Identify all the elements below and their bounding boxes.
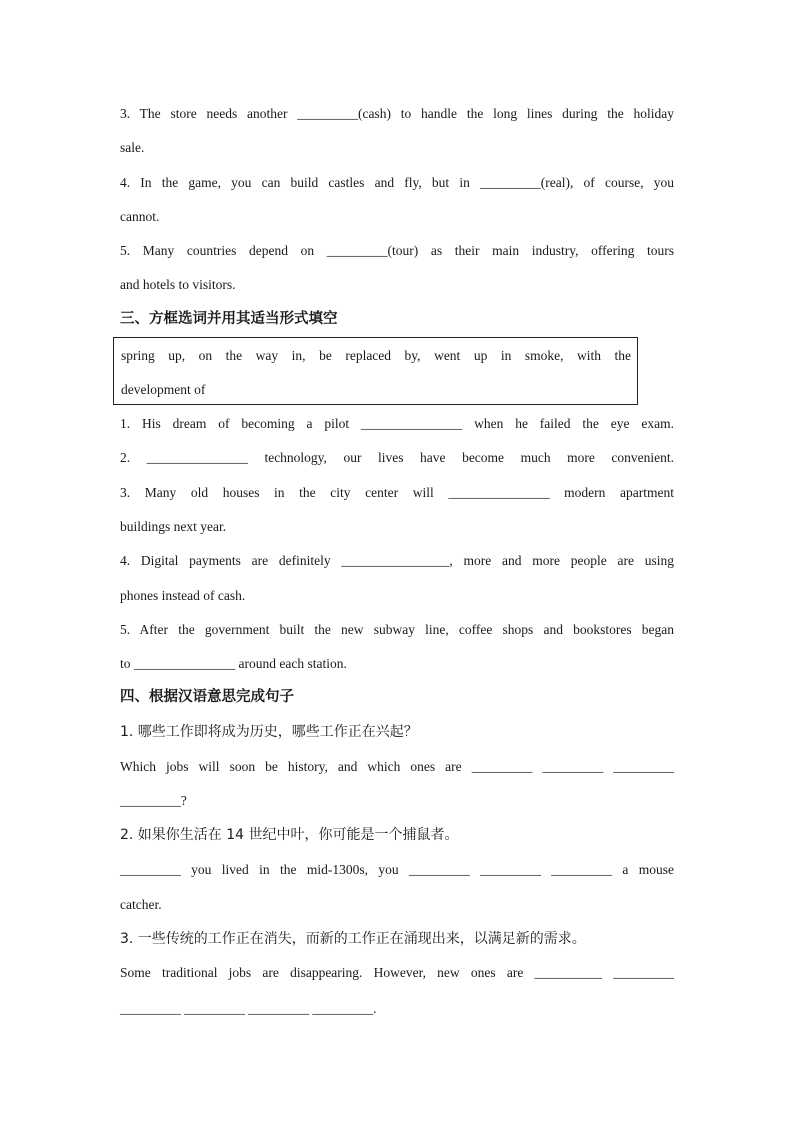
question-2-4-line-2: cannot. — [120, 209, 160, 224]
question-2-4-line-1: 4. In the game, you can build castles and fly, but in _________(real), of course, you — [120, 175, 674, 190]
question-4-1-line-1: Which jobs will soon be history, and which ones are _________ _________ _________ — [120, 759, 674, 774]
question-4-2-chinese: 2. 如果你生活在 14 世纪中叶，你可能是一个捕鼠者。 — [120, 827, 459, 843]
question-3-3-line-2: buildings next year. — [120, 519, 227, 534]
question-4-3-line-1: Some traditional jobs are disappearing. However, new ones are __________ _________ — [120, 965, 674, 980]
word-box — [113, 337, 638, 405]
section-3-title: 三、方框选词并用其适当形式填空 — [120, 311, 338, 327]
question-3-2: 2. _______________ technology, our lives have become much more convenient. — [120, 450, 674, 465]
question-3-3-line-1: 3. Many old houses in the city center will _______________ modern apartment — [120, 485, 674, 500]
section-4-title: 四、根据汉语意思完成句子 — [120, 689, 294, 705]
question-4-2-line-1: _________ you lived in the mid-1300s, you _________ _________ _________ a mouse — [120, 862, 674, 877]
question-3-4-line-1: 4. Digital payments are definitely ________________, more and more people are using — [120, 553, 674, 568]
question-2-3-line-2: sale. — [120, 140, 145, 155]
question-3-5-line-2: to _______________ around each station. — [120, 656, 347, 671]
question-4-1-line-2: _________? — [120, 793, 187, 808]
question-4-3-chinese: 3. 一些传统的工作正在消失，而新的工作正在涌现出来，以满足新的需求。 — [120, 931, 586, 947]
question-4-1-chinese: 1. 哪些工作即将成为历史，哪些工作正在兴起？ — [120, 724, 418, 740]
question-3-5-line-1: 5. After the government built the new subway line, coffee shops and bookstores began — [120, 622, 674, 637]
question-2-5-line-2: and hotels to visitors. — [120, 277, 236, 292]
question-2-5-line-1: 5. Many countries depend on _________(tour) as their main industry, offering tours — [120, 243, 674, 258]
question-4-2-line-2: catcher. — [120, 897, 162, 912]
question-2-3-line-1: 3. The store needs another _________(cash) to handle the long lines during the holiday — [120, 106, 674, 121]
question-3-1: 1. His dream of becoming a pilot _______________ when he failed the eye exam. — [120, 416, 674, 431]
question-3-4-line-2: phones instead of cash. — [120, 588, 246, 603]
question-4-3-line-2: _________ _________ _________ _________. — [120, 1001, 377, 1016]
word-box-line-2: development of — [121, 382, 206, 397]
word-box-line-1: spring up, on the way in, be replaced by, went up in smoke, with the — [121, 348, 631, 363]
